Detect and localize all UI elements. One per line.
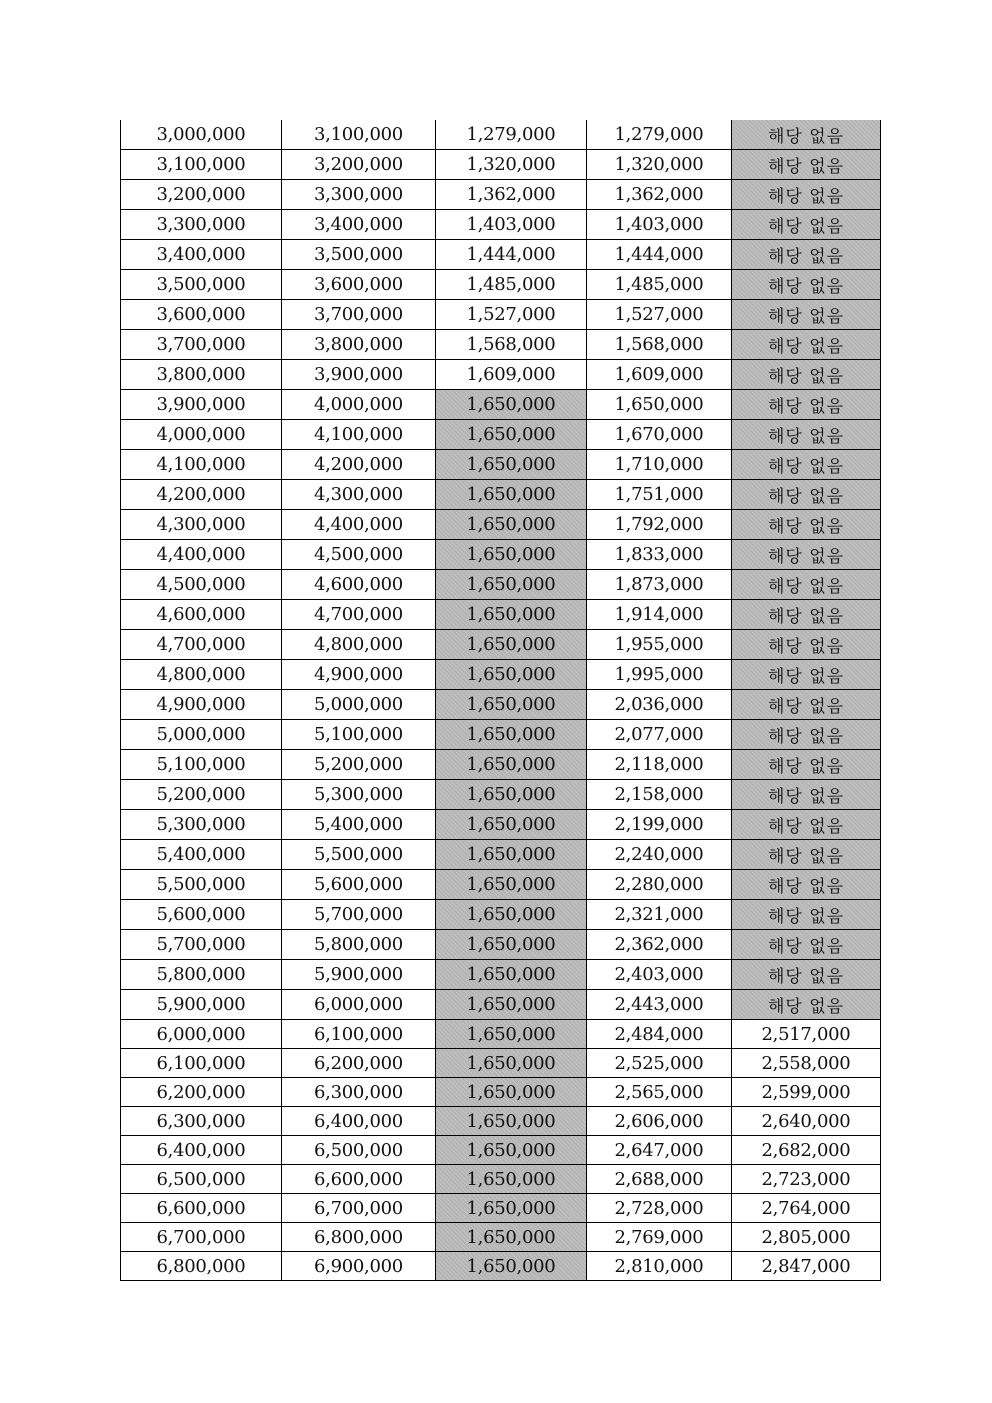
table-row	[121, 930, 881, 960]
amount-col4-cell: 2,321,000	[587, 900, 732, 930]
table-row	[121, 840, 881, 870]
amount-col3-cell: 1,403,000	[436, 210, 587, 240]
amount-col5-cell: 2,599,000	[732, 1078, 881, 1107]
amount-col3-cell: 1,650,000	[436, 480, 587, 510]
amount-col5-cell: 해당 없음	[732, 930, 881, 960]
table-row	[121, 120, 881, 150]
amount-col4-cell: 2,565,000	[587, 1078, 732, 1107]
range-from-cell: 6,500,000	[121, 1165, 282, 1194]
amount-col3-cell: 1,650,000	[436, 1136, 587, 1165]
amount-col4-cell: 2,158,000	[587, 780, 732, 810]
range-from-cell: 6,700,000	[121, 1223, 282, 1252]
amount-col3-cell: 1,650,000	[436, 420, 587, 450]
amount-col4-cell: 1,792,000	[587, 510, 732, 540]
range-from-cell: 5,600,000	[121, 900, 282, 930]
range-to-cell: 6,600,000	[282, 1165, 436, 1194]
range-to-cell: 5,400,000	[282, 810, 436, 840]
amount-col5-cell: 해당 없음	[732, 330, 881, 360]
amount-col4-cell: 2,240,000	[587, 840, 732, 870]
amount-col4-cell: 2,688,000	[587, 1165, 732, 1194]
table-row	[121, 1049, 881, 1078]
amount-col5-cell: 2,682,000	[732, 1136, 881, 1165]
range-to-cell: 4,900,000	[282, 660, 436, 690]
amount-col4-cell: 1,670,000	[587, 420, 732, 450]
amount-col4-cell: 1,568,000	[587, 330, 732, 360]
amount-col5-cell: 해당 없음	[732, 660, 881, 690]
amount-col3-cell: 1,650,000	[436, 390, 587, 420]
amount-col4-cell: 1,710,000	[587, 450, 732, 480]
amount-col4-cell: 1,320,000	[587, 150, 732, 180]
table-row	[121, 1252, 881, 1281]
amount-col4-cell: 1,609,000	[587, 360, 732, 390]
amount-col5-cell: 해당 없음	[732, 300, 881, 330]
table-row	[121, 330, 881, 360]
range-from-cell: 5,300,000	[121, 810, 282, 840]
range-to-cell: 6,500,000	[282, 1136, 436, 1165]
range-to-cell: 4,300,000	[282, 480, 436, 510]
amount-col5-cell: 해당 없음	[732, 150, 881, 180]
table-row	[121, 570, 881, 600]
amount-col4-cell: 2,362,000	[587, 930, 732, 960]
range-to-cell: 5,000,000	[282, 690, 436, 720]
amount-col3-cell: 1,650,000	[436, 1078, 587, 1107]
amount-col5-cell: 해당 없음	[732, 420, 881, 450]
table-row	[121, 480, 881, 510]
range-from-cell: 4,000,000	[121, 420, 282, 450]
amount-col5-cell: 2,558,000	[732, 1049, 881, 1078]
range-from-cell: 5,500,000	[121, 870, 282, 900]
range-to-cell: 6,800,000	[282, 1223, 436, 1252]
table-row	[121, 1136, 881, 1165]
amount-col5-cell: 2,847,000	[732, 1252, 881, 1281]
amount-col3-cell: 1,650,000	[436, 1165, 587, 1194]
table-row	[121, 510, 881, 540]
amount-col4-cell: 1,362,000	[587, 180, 732, 210]
range-to-cell: 6,200,000	[282, 1049, 436, 1078]
range-from-cell: 6,300,000	[121, 1107, 282, 1136]
table-row	[121, 870, 881, 900]
amount-col3-cell: 1,650,000	[436, 810, 587, 840]
amount-col5-cell: 해당 없음	[732, 480, 881, 510]
range-to-cell: 6,700,000	[282, 1194, 436, 1223]
table-row	[121, 780, 881, 810]
table-row	[121, 900, 881, 930]
range-to-cell: 3,100,000	[282, 120, 436, 150]
range-to-cell: 5,100,000	[282, 720, 436, 750]
table-row	[121, 360, 881, 390]
amount-col4-cell: 2,280,000	[587, 870, 732, 900]
range-to-cell: 6,300,000	[282, 1078, 436, 1107]
amount-col4-cell: 1,444,000	[587, 240, 732, 270]
amount-col3-cell: 1,320,000	[436, 150, 587, 180]
range-from-cell: 3,200,000	[121, 180, 282, 210]
amount-col5-cell: 해당 없음	[732, 600, 881, 630]
range-from-cell: 6,100,000	[121, 1049, 282, 1078]
amount-col3-cell: 1,609,000	[436, 360, 587, 390]
amount-col4-cell: 1,995,000	[587, 660, 732, 690]
amount-col3-cell: 1,650,000	[436, 1020, 587, 1049]
table-row	[121, 1194, 881, 1223]
range-from-cell: 3,000,000	[121, 120, 282, 150]
table-row	[121, 1107, 881, 1136]
range-from-cell: 4,800,000	[121, 660, 282, 690]
range-to-cell: 4,800,000	[282, 630, 436, 660]
range-from-cell: 5,400,000	[121, 840, 282, 870]
amount-col5-cell: 해당 없음	[732, 210, 881, 240]
range-from-cell: 3,500,000	[121, 270, 282, 300]
amount-col5-cell: 해당 없음	[732, 750, 881, 780]
table-row	[121, 300, 881, 330]
amount-col3-cell: 1,650,000	[436, 450, 587, 480]
table-row	[121, 150, 881, 180]
amount-col5-cell: 2,764,000	[732, 1194, 881, 1223]
amount-col3-cell: 1,650,000	[436, 510, 587, 540]
amount-col3-cell: 1,568,000	[436, 330, 587, 360]
range-to-cell: 5,500,000	[282, 840, 436, 870]
range-to-cell: 3,300,000	[282, 180, 436, 210]
amount-col3-cell: 1,650,000	[436, 660, 587, 690]
range-from-cell: 5,700,000	[121, 930, 282, 960]
table-row	[121, 600, 881, 630]
amount-col4-cell: 2,810,000	[587, 1252, 732, 1281]
amount-col4-cell: 2,118,000	[587, 750, 732, 780]
range-from-cell: 3,100,000	[121, 150, 282, 180]
table-row	[121, 450, 881, 480]
range-from-cell: 6,000,000	[121, 1020, 282, 1049]
range-to-cell: 6,400,000	[282, 1107, 436, 1136]
amount-col4-cell: 1,279,000	[587, 120, 732, 150]
table-row	[121, 1223, 881, 1252]
amount-col5-cell: 해당 없음	[732, 360, 881, 390]
amount-col5-cell: 해당 없음	[732, 270, 881, 300]
amount-col3-cell: 1,650,000	[436, 780, 587, 810]
amount-col5-cell: 해당 없음	[732, 180, 881, 210]
range-to-cell: 3,900,000	[282, 360, 436, 390]
range-to-cell: 4,100,000	[282, 420, 436, 450]
amount-col4-cell: 1,485,000	[587, 270, 732, 300]
range-from-cell: 4,500,000	[121, 570, 282, 600]
amount-col5-cell: 해당 없음	[732, 240, 881, 270]
table-row	[121, 960, 881, 990]
range-from-cell: 3,300,000	[121, 210, 282, 240]
range-from-cell: 6,800,000	[121, 1252, 282, 1281]
range-to-cell: 4,200,000	[282, 450, 436, 480]
amount-col3-cell: 1,650,000	[436, 540, 587, 570]
amount-col3-cell: 1,650,000	[436, 1252, 587, 1281]
range-to-cell: 6,000,000	[282, 990, 436, 1020]
amount-col3-cell: 1,650,000	[436, 900, 587, 930]
amount-col5-cell: 2,723,000	[732, 1165, 881, 1194]
table-row	[121, 390, 881, 420]
table-row	[121, 210, 881, 240]
amount-col5-cell: 해당 없음	[732, 510, 881, 540]
table-row	[121, 270, 881, 300]
amount-col4-cell: 1,914,000	[587, 600, 732, 630]
range-from-cell: 5,900,000	[121, 990, 282, 1020]
range-from-cell: 5,100,000	[121, 750, 282, 780]
amount-col5-cell: 해당 없음	[732, 450, 881, 480]
amount-col4-cell: 2,199,000	[587, 810, 732, 840]
table-row	[121, 1078, 881, 1107]
amount-col3-cell: 1,444,000	[436, 240, 587, 270]
amount-col3-cell: 1,650,000	[436, 600, 587, 630]
amount-col4-cell: 1,650,000	[587, 390, 732, 420]
table-row	[121, 540, 881, 570]
amount-col3-cell: 1,650,000	[436, 870, 587, 900]
range-from-cell: 4,100,000	[121, 450, 282, 480]
amount-col5-cell: 해당 없음	[732, 120, 881, 150]
table-row	[121, 420, 881, 450]
table-row	[121, 660, 881, 690]
amount-col5-cell: 해당 없음	[732, 630, 881, 660]
range-to-cell: 5,700,000	[282, 900, 436, 930]
table-row	[121, 1020, 881, 1049]
range-from-cell: 3,600,000	[121, 300, 282, 330]
amount-col3-cell: 1,650,000	[436, 1107, 587, 1136]
amount-col4-cell: 2,077,000	[587, 720, 732, 750]
amount-table-body	[121, 120, 881, 1281]
range-from-cell: 5,000,000	[121, 720, 282, 750]
table-row	[121, 240, 881, 270]
range-from-cell: 5,200,000	[121, 780, 282, 810]
range-from-cell: 4,900,000	[121, 690, 282, 720]
amount-col3-cell: 1,650,000	[436, 1049, 587, 1078]
amount-col5-cell: 해당 없음	[732, 900, 881, 930]
range-from-cell: 4,200,000	[121, 480, 282, 510]
table-row	[121, 720, 881, 750]
amount-col5-cell: 해당 없음	[732, 720, 881, 750]
amount-col3-cell: 1,650,000	[436, 1223, 587, 1252]
amount-col5-cell: 해당 없음	[732, 960, 881, 990]
range-to-cell: 4,500,000	[282, 540, 436, 570]
amount-col4-cell: 2,606,000	[587, 1107, 732, 1136]
range-from-cell: 3,900,000	[121, 390, 282, 420]
amount-col3-cell: 1,650,000	[436, 720, 587, 750]
amount-col5-cell: 해당 없음	[732, 780, 881, 810]
amount-col3-cell: 1,485,000	[436, 270, 587, 300]
range-to-cell: 5,900,000	[282, 960, 436, 990]
range-to-cell: 5,200,000	[282, 750, 436, 780]
range-from-cell: 6,600,000	[121, 1194, 282, 1223]
table-row	[121, 690, 881, 720]
table-row	[121, 990, 881, 1020]
amount-col4-cell: 1,403,000	[587, 210, 732, 240]
range-to-cell: 5,600,000	[282, 870, 436, 900]
range-from-cell: 4,600,000	[121, 600, 282, 630]
amount-col4-cell: 2,728,000	[587, 1194, 732, 1223]
range-from-cell: 3,400,000	[121, 240, 282, 270]
range-from-cell: 4,400,000	[121, 540, 282, 570]
range-from-cell: 6,400,000	[121, 1136, 282, 1165]
range-to-cell: 3,400,000	[282, 210, 436, 240]
range-from-cell: 4,300,000	[121, 510, 282, 540]
table-row	[121, 750, 881, 780]
amount-col5-cell: 해당 없음	[732, 690, 881, 720]
table-row	[121, 810, 881, 840]
amount-col5-cell: 2,640,000	[732, 1107, 881, 1136]
range-to-cell: 3,800,000	[282, 330, 436, 360]
amount-col5-cell: 해당 없음	[732, 990, 881, 1020]
amount-col5-cell: 해당 없음	[732, 840, 881, 870]
amount-col5-cell: 해당 없음	[732, 570, 881, 600]
amount-col5-cell: 해당 없음	[732, 390, 881, 420]
amount-col5-cell: 2,517,000	[732, 1020, 881, 1049]
range-from-cell: 3,800,000	[121, 360, 282, 390]
amount-col5-cell: 2,805,000	[732, 1223, 881, 1252]
range-to-cell: 4,000,000	[282, 390, 436, 420]
amount-col4-cell: 1,873,000	[587, 570, 732, 600]
amount-col3-cell: 1,650,000	[436, 960, 587, 990]
amount-table	[120, 120, 881, 1281]
amount-col4-cell: 2,036,000	[587, 690, 732, 720]
amount-col5-cell: 해당 없음	[732, 810, 881, 840]
range-to-cell: 3,700,000	[282, 300, 436, 330]
range-from-cell: 6,200,000	[121, 1078, 282, 1107]
range-to-cell: 4,600,000	[282, 570, 436, 600]
amount-col4-cell: 2,403,000	[587, 960, 732, 990]
range-to-cell: 4,700,000	[282, 600, 436, 630]
amount-col3-cell: 1,362,000	[436, 180, 587, 210]
amount-col3-cell: 1,650,000	[436, 1194, 587, 1223]
range-to-cell: 3,200,000	[282, 150, 436, 180]
amount-col4-cell: 1,751,000	[587, 480, 732, 510]
amount-col3-cell: 1,650,000	[436, 570, 587, 600]
amount-col3-cell: 1,650,000	[436, 930, 587, 960]
amount-col4-cell: 1,527,000	[587, 300, 732, 330]
range-to-cell: 3,600,000	[282, 270, 436, 300]
amount-col5-cell: 해당 없음	[732, 870, 881, 900]
amount-col3-cell: 1,650,000	[436, 990, 587, 1020]
amount-col3-cell: 1,279,000	[436, 120, 587, 150]
amount-col3-cell: 1,527,000	[436, 300, 587, 330]
table-row	[121, 1165, 881, 1194]
amount-col3-cell: 1,650,000	[436, 840, 587, 870]
range-to-cell: 6,900,000	[282, 1252, 436, 1281]
amount-col5-cell: 해당 없음	[732, 540, 881, 570]
range-to-cell: 3,500,000	[282, 240, 436, 270]
table-row	[121, 180, 881, 210]
table-row	[121, 630, 881, 660]
amount-col4-cell: 1,955,000	[587, 630, 732, 660]
amount-col4-cell: 2,769,000	[587, 1223, 732, 1252]
range-to-cell: 5,300,000	[282, 780, 436, 810]
range-to-cell: 4,400,000	[282, 510, 436, 540]
amount-col3-cell: 1,650,000	[436, 690, 587, 720]
amount-col4-cell: 2,443,000	[587, 990, 732, 1020]
amount-col3-cell: 1,650,000	[436, 630, 587, 660]
range-from-cell: 5,800,000	[121, 960, 282, 990]
amount-col4-cell: 2,484,000	[587, 1020, 732, 1049]
range-to-cell: 6,100,000	[282, 1020, 436, 1049]
range-to-cell: 5,800,000	[282, 930, 436, 960]
range-from-cell: 3,700,000	[121, 330, 282, 360]
amount-col4-cell: 2,647,000	[587, 1136, 732, 1165]
amount-col4-cell: 1,833,000	[587, 540, 732, 570]
range-from-cell: 4,700,000	[121, 630, 282, 660]
amount-col3-cell: 1,650,000	[436, 750, 587, 780]
amount-col4-cell: 2,525,000	[587, 1049, 732, 1078]
